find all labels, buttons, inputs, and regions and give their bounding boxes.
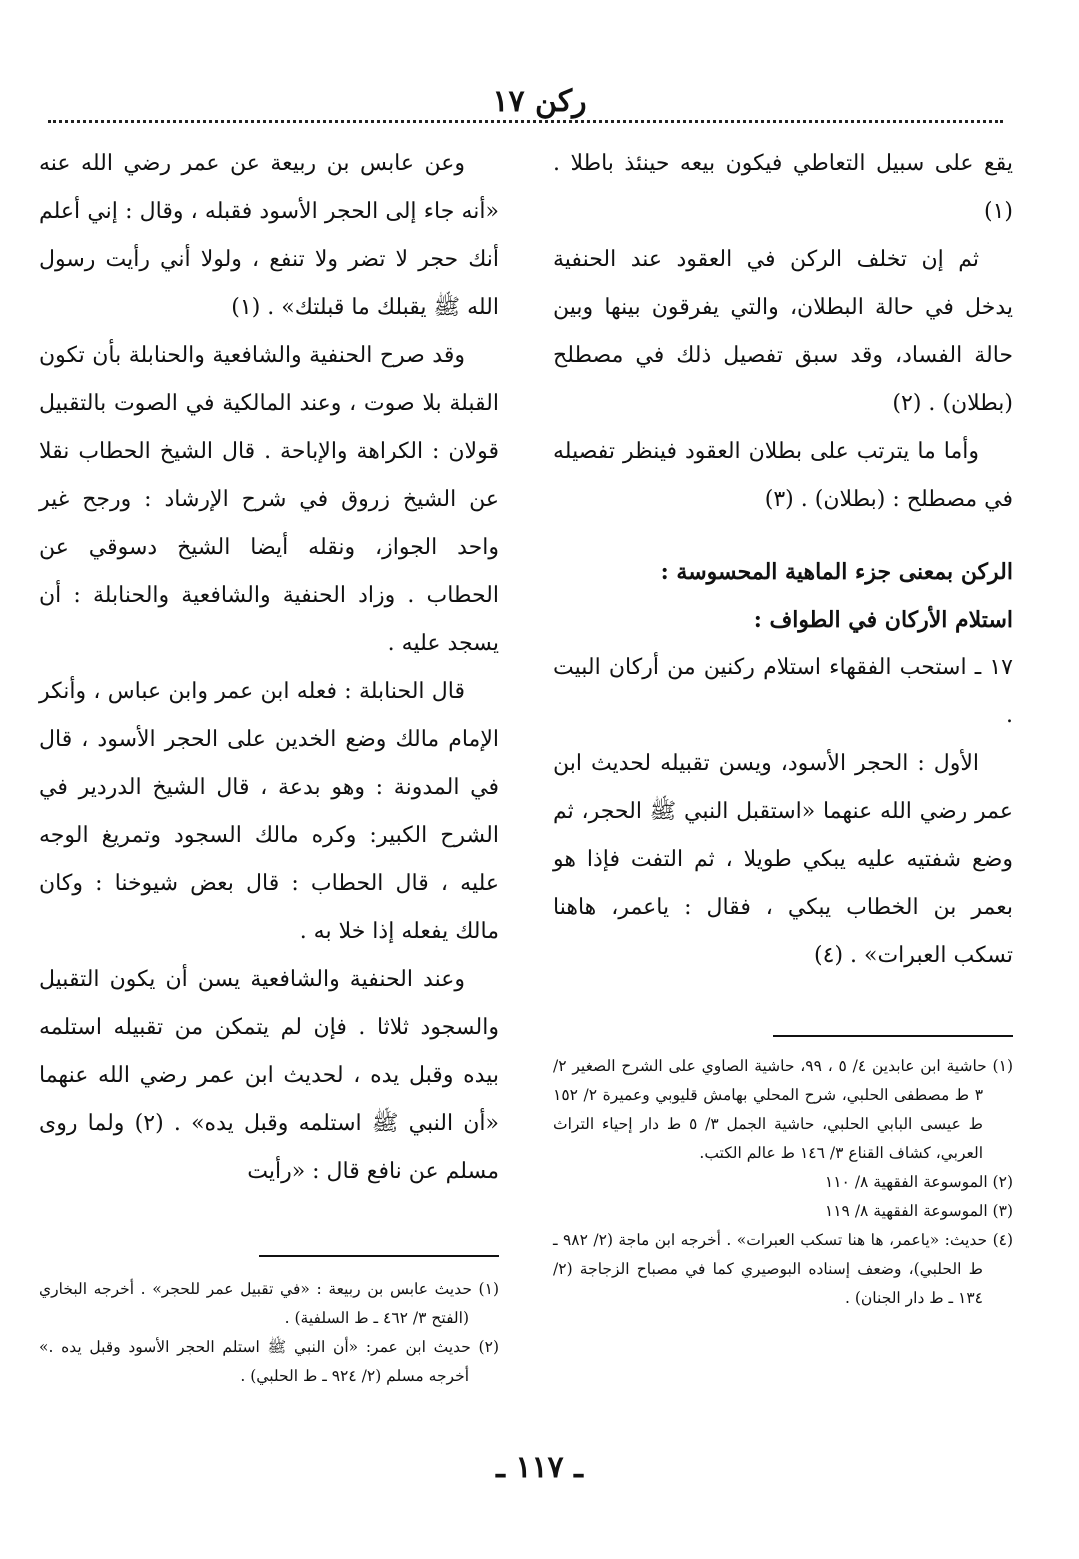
paragraph: ثم إن تخلف الركن في العقود عند الحنفية يدخل في حالة البطلان، والتي يفرقون بينها وبين حالة الفساد، وقد سبق تفصيل ذلك في مصطلح (بطلان) . (٢) <box>553 247 1013 416</box>
paragraph: الأول : الحجر الأسود، ويسن تقبيله لحديث ابن عمر رضي الله عنهما «استقبل النبي ﷺ الحجر، ثم وضع شفتيه عليه يبكي طويلا ، ثم التفت فإذا هو بعمر بن الخطاب يبكي ، فقال : ياعمر، هاهنا تسكب العبرات» . (٤) <box>553 751 1013 968</box>
paragraph: قال الحنابلة : فعله ابن عمر وابن عباس ، وأنكر الإمام مالك وضع الخدين على الحجر الأسود ، قال في المدونة : وهو بدعة ، قال الشيخ الدردير في الشرح الكبير: وكره مالك السجود وتمريغ الوجه عليه ، قال الحطاب : قال بعض شيوخنا : وكان مالك يفعله إذا خلا به . <box>39 679 499 944</box>
footnote-separator-right <box>773 1035 1013 1037</box>
right-column <box>553 140 1013 980</box>
paragraph: وقد صرح الحنفية والشافعية والحنابلة بأن تكون القبلة بلا صوت ، وعند المالكية في الصوت بالتقبيل قولان : الكراهة والإباحة . قال الشيخ الحطاب نقلا عن الشيخ زروق في شرح الإرشاد : ورجح غير واحد الجواز، ونقله أيضا الشيخ دسوقي عن الحطاب . وزاد الحنفية والشافعية والحنابلة : أن يسجد عليه . <box>39 343 499 656</box>
paragraph: يقع على سبيل التعاطي فيكون بيعه حينئذ باطلا . (١) <box>553 151 1013 224</box>
subsection-heading: استلام الأركان في الطواف : <box>753 607 1013 633</box>
footnote-separator-left <box>259 1255 499 1257</box>
footnote: (١) حديث عابس بن ربيعة : «في تقبيل عمر للحجر» . أخرجه البخاري (الفتح ٣/ ٤٦٢ ـ ط السلفية) . <box>39 1280 499 1327</box>
footnotes-left <box>39 1275 499 1391</box>
footnote: (٢) الموسوعة الفقهية ٨/ ١١٠ <box>824 1173 1013 1191</box>
footnote: (٤) حديث: «ياعمر، ها هنا تسكب العبرات» . أخرجه ابن ماجة (٢/ ٩٨٢ ـ ط الحلبي)، وضعف إسناده البوصيري كما في مصباح الزجاجة (٢/ ١٣٤ ـ ط دار الجنان) . <box>553 1231 1014 1307</box>
footnote: (٢) حديث ابن عمر: «أن النبي ﷺ استلم الحجر الأسود وقبل يده .» أخرجه مسلم (٢/ ٩٢٤ ـ ط الحلبي) . <box>39 1338 499 1385</box>
page-header-title: ركن ١٧ <box>492 84 587 119</box>
left-column <box>39 140 499 1196</box>
paragraph-17: ١٧ ـ استحب الفقهاء استلام ركنين من أركان البيت . <box>553 655 1013 728</box>
paragraph: وعند الحنفية والشافعية يسن أن يكون التقبيل والسجود ثلاثا . فإن لم يتمكن من تقبيله استلمه بيده وقبل يده ، لحديث ابن عمر رضي الله عنهما «أن النبي ﷺ استلمه وقبل يده» . (٢) ولما روى مسلم عن نافع قال : «رأيت <box>39 967 499 1184</box>
footnote: (١) حاشية ابن عابدين ٤/ ٥ ، ٩٩، حاشية الصاوي على الشرح الصغير ٢/ ٣ ط مصطفى الحلبي، شرح المحلي بهامش قليوبي وعميرة ٢/ ١٥٢ ط عيسى البابي الحلبي، حاشية الجمل ٣/ ٥ ط دار إحياء التراث العربي، كشاف القناع ٣/ ١٤٦ ط عالم الكتب. <box>553 1057 1013 1162</box>
header-dotted-rule <box>48 120 1003 123</box>
paragraph: وأما ما يترتب على بطلان العقود فينظر تفصيله في مصطلح : (بطلان) . (٣) <box>553 439 1013 512</box>
page-number: ـ ١١٧ ـ <box>496 1450 583 1485</box>
paragraph: وعن عابس بن ربيعة عن عمر رضي الله عنه «أنه جاء إلى الحجر الأسود فقبله ، وقال : إني أعلم أنك حجر لا تضر ولا تنفع ، ولولا أني رأيت رسول الله ﷺ يقبلك ما قبلتك» . (١) <box>39 151 499 320</box>
footnote: (٣) الموسوعة الفقهية ٨/ ١١٩ <box>824 1202 1013 1220</box>
footnotes-right <box>553 1052 1013 1313</box>
section-heading: الركن بمعنى جزء الماهية المحسوسة : <box>660 559 1013 585</box>
